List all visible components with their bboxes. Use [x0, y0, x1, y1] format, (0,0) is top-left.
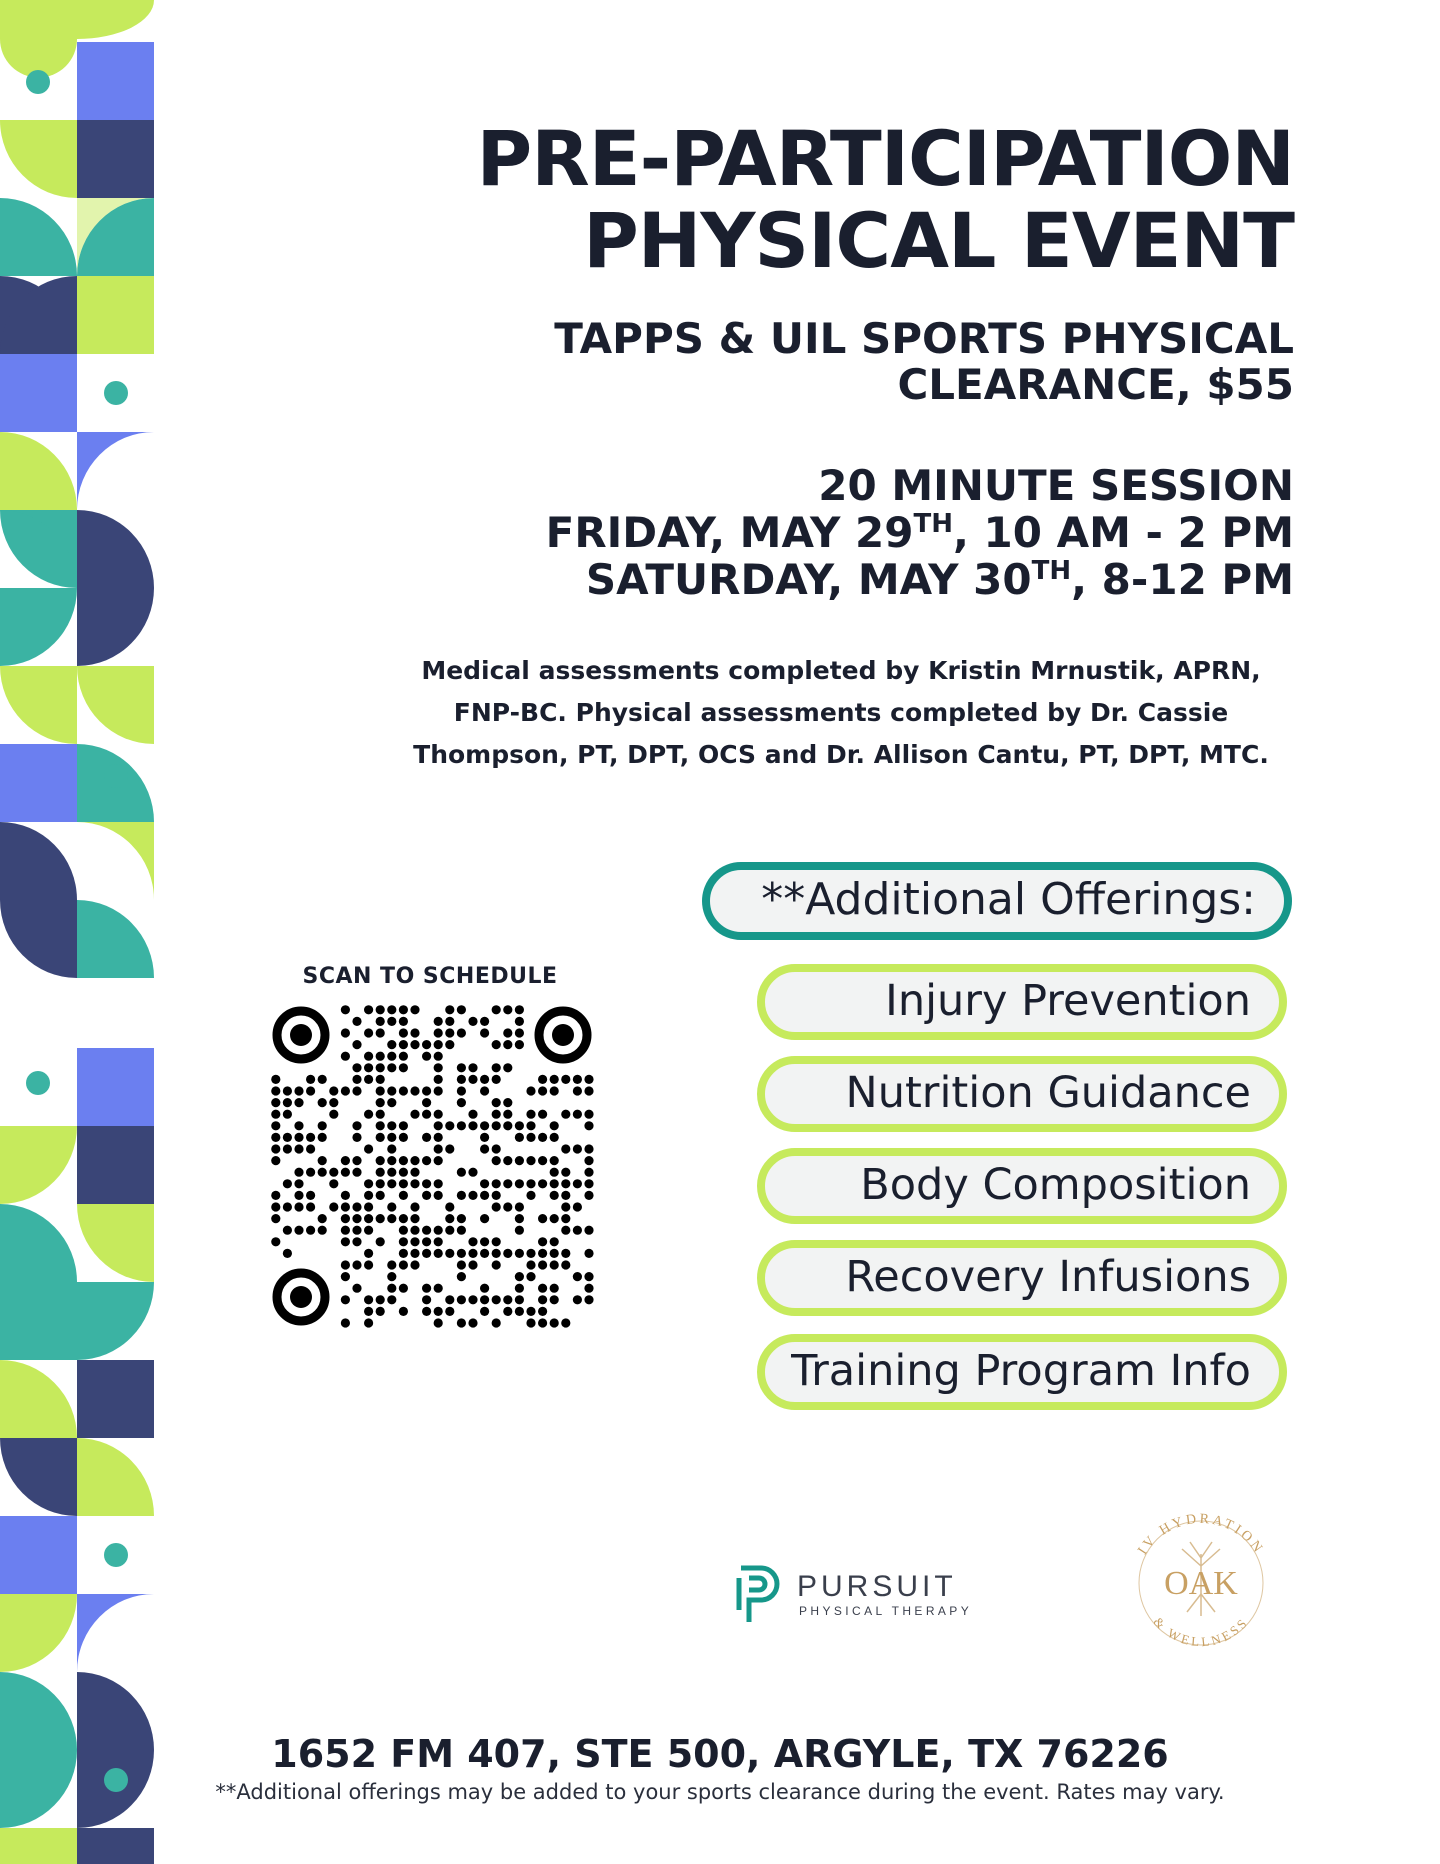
additional-offerings-header: **Additional Offerings:	[702, 862, 1292, 940]
geometric-side-pattern	[0, 0, 154, 1864]
pursuit-p-icon	[739, 1568, 777, 1622]
subtitle-line-2: CLEARANCE, $55	[897, 360, 1294, 409]
qr-label: SCAN TO SCHEDULE	[302, 964, 558, 989]
offering-body-composition: Body Composition	[757, 1148, 1287, 1224]
offering-injury-prevention: Injury Prevention	[757, 964, 1287, 1040]
subtitle-line-1: TAPPS & UIL SPORTS PHYSICAL	[554, 314, 1294, 363]
schedule-block	[546, 462, 1294, 603]
svg-text:PURSUIT: PURSUIT	[797, 1570, 957, 1603]
friday-date: FRIDAY, MAY 29TH, 10 AM - 2 PM	[545, 508, 1294, 557]
svg-text:PHYSICAL THERAPY: PHYSICAL THERAPY	[799, 1604, 973, 1618]
event-title	[476, 114, 1294, 285]
event-subtitle	[554, 316, 1294, 408]
offering-training-program-info: Training Program Info	[757, 1334, 1287, 1410]
qr-code-icon[interactable]	[270, 1004, 594, 1328]
svg-text:OAK: OAK	[1164, 1565, 1238, 1602]
offering-nutrition-guidance: Nutrition Guidance	[757, 1056, 1287, 1132]
event-address: 1652 FM 407, STE 500, ARGYLE, TX 76226	[271, 1732, 1169, 1776]
provider-credits: Medical assessments completed by Kristin Mrnustik, APRN, FNP-BC. Physical assessments completed by Dr. Cassie Thompson, PT, DPT, OCS and Dr. Allison Cantu, PT, DPT, MTC.	[413, 656, 1269, 769]
offering-recovery-infusions: Recovery Infusions	[757, 1240, 1287, 1316]
title-line-1: PRE-PARTICIPATION	[476, 114, 1294, 203]
oak-iv-hydration-logo	[1112, 1494, 1290, 1672]
session-length: 20 MINUTE SESSION	[818, 461, 1294, 510]
saturday-date: SATURDAY, MAY 30TH, 8-12 PM	[585, 555, 1294, 604]
pursuit-physical-therapy-logo	[735, 1560, 1005, 1630]
svg-text:& WELLNESS: & WELLNESS	[1150, 1614, 1252, 1650]
svg-text:IV HYDRATION: IV HYDRATION	[1135, 1511, 1267, 1558]
disclaimer: **Additional offerings may be added to your sports clearance during the event. Rates may vary.	[215, 1780, 1225, 1804]
title-line-2: PHYSICAL EVENT	[583, 196, 1294, 285]
